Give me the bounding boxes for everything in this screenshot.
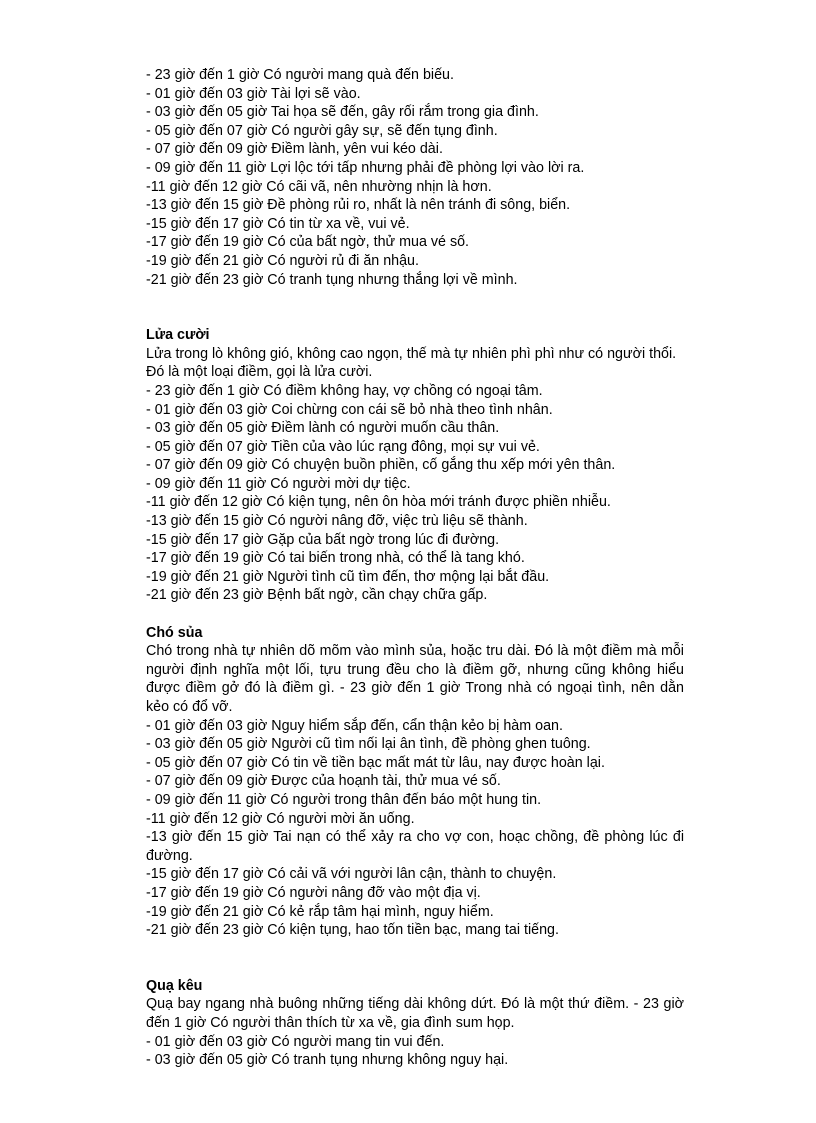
list-item: -15 giờ đến 17 giờ Có tin từ xa về, vui vẻ. [146, 215, 410, 232]
list-item: - 01 giờ đến 03 giờ Coi chừng con cái sẽ bỏ nhà theo tình nhân. [146, 401, 553, 418]
list-item: - 09 giờ đến 11 giờ Có người mời dự tiệc. [146, 475, 411, 492]
section-continued-list [146, 66, 684, 289]
list-item: -13 giờ đến 15 giờ Có người nâng đỡ, việc trù liệu sẽ thành. [146, 513, 528, 530]
section-intro: Lửa trong lò không gió, không cao ngọn, thế mà tự nhiên phì phì như có người thổi. [146, 345, 677, 362]
section-intro: Chó trong nhà tự nhiên dõ mõm vào mình sủa, hoặc tru dài. Đó là một điềm mà mỗi người định nghĩa một lối, tựu trung đều cho là điềm gỡ, nhưng cũng không hiểu được điềm gở đó là điềm gì. - 23 giờ đến 1 giờ Trong nhà có ngoại tình, nên dằn kẻo có đổ vỡ. [146, 643, 684, 715]
document-body [146, 66, 684, 1070]
section-cho-sua [146, 624, 684, 940]
list-item: -15 giờ đến 17 giờ Có cải vã với người lân cận, thành to chuyện. [146, 866, 557, 883]
spacer [146, 605, 684, 624]
list-item: -19 giờ đến 21 giờ Người tình cũ tìm đến, thơ mộng lại bắt đầu. [146, 568, 550, 585]
list-item: - 03 giờ đến 05 giờ Tai họa sẽ đến, gây rối rắm trong gia đình. [146, 104, 539, 121]
section-heading: Quạ kêu [146, 977, 203, 994]
list-item: -19 giờ đến 21 giờ Có kẻ rắp tâm hại mình, nguy hiểm. [146, 903, 494, 920]
list-item: - 07 giờ đến 09 giờ Điềm lành, yên vui kéo dài. [146, 141, 443, 158]
section-heading: Lửa cười [146, 327, 210, 344]
section-intro: Quạ bay ngang nhà buông những tiếng dài không dứt. Đó là một thứ điềm. - 23 giờ đến 1 giờ Có người thân thích từ xa về, gia đình sum họp. [146, 996, 684, 1031]
section-qua-keu [146, 977, 684, 1070]
list-item: -11 giờ đến 12 giờ Có người mời ăn uống. [146, 810, 415, 827]
list-item: -21 giờ đến 23 giờ Có kiện tụng, hao tốn tiền bạc, mang tai tiếng. [146, 922, 559, 939]
list-item: -17 giờ đến 19 giờ Có của bất ngờ, thử mua vé số. [146, 234, 470, 251]
list-item: - 07 giờ đến 09 giờ Có chuyện buồn phiền, cố gắng thu xếp mới yên thân. [146, 457, 616, 474]
section-lua-cuoi [146, 326, 684, 605]
list-item: - 05 giờ đến 07 giờ Có tin về tiền bạc mất mát từ lâu, nay được hoàn lại. [146, 754, 605, 771]
spacer [146, 289, 684, 326]
list-item: - 03 giờ đến 05 giờ Có tranh tụng nhưng không nguy hại. [146, 1052, 509, 1069]
list-item: -11 giờ đến 12 giờ Có kiện tụng, nên ôn hòa mới tránh được phiền nhiễu. [146, 494, 611, 511]
list-item: -17 giờ đến 19 giờ Có người nâng đỡ vào một địa vị. [146, 884, 481, 901]
list-item: - 03 giờ đến 05 giờ Điềm lành có người muốn cầu thân. [146, 420, 500, 437]
list-item: - 07 giờ đến 09 giờ Được của hoạnh tài, thử mua vé số. [146, 773, 501, 790]
list-item: - 09 giờ đến 11 giờ Lợi lộc tới tấp nhưng phải đề phòng lợi vào lời ra. [146, 159, 585, 176]
list-item: -11 giờ đến 12 giờ Có cãi vã, nên nhường nhịn là hơn. [146, 178, 492, 195]
list-item: -13 giờ đến 15 giờ Tai nạn có thể xảy ra cho vợ con, hoạc chồng, đề phòng lúc đi đường. [146, 829, 684, 864]
list-item: - 03 giờ đến 05 giờ Người cũ tìm nối lại ân tình, đề phòng ghen tuông. [146, 736, 591, 753]
list-item: -13 giờ đến 15 giờ Đề phòng rủi ro, nhất là nên tránh đi sông, biển. [146, 197, 571, 214]
section-intro: Đó là một loại điềm, gọi là lửa cười. [146, 364, 373, 381]
section-heading: Chó sủa [146, 624, 203, 641]
list-item: -21 giờ đến 23 giờ Có tranh tụng nhưng thắng lợi về mình. [146, 271, 518, 288]
list-item: - 09 giờ đến 11 giờ Có người trong thân đến báo một hung tin. [146, 791, 542, 808]
list-item: - 05 giờ đến 07 giờ Tiền của vào lúc rạng đông, mọi sự vui vẻ. [146, 438, 540, 455]
list-item: - 23 giờ đến 1 giờ Có điềm không hay, vợ chồng có ngoại tâm. [146, 382, 543, 399]
list-item: -15 giờ đến 17 giờ Gặp của bất ngờ trong lúc đi đường. [146, 531, 500, 548]
list-item: - 05 giờ đến 07 giờ Có người gây sự, sẽ đến tụng đình. [146, 122, 498, 139]
list-item: -19 giờ đến 21 giờ Có người rủ đi ăn nhậu. [146, 252, 419, 269]
spacer [146, 940, 684, 977]
list-item: - 01 giờ đến 03 giờ Nguy hiểm sắp đến, cẩn thận kẻo bị hàm oan. [146, 717, 563, 734]
list-item: - 01 giờ đến 03 giờ Tài lợi sẽ vào. [146, 85, 361, 102]
list-item: -21 giờ đến 23 giờ Bệnh bất ngờ, cần chạy chữa gấp. [146, 587, 488, 604]
list-item: - 23 giờ đến 1 giờ Có người mang quà đến biếu. [146, 67, 454, 83]
list-item: - 01 giờ đến 03 giờ Có người mang tin vui đến. [146, 1033, 445, 1050]
list-item: -17 giờ đến 19 giờ Có tai biến trong nhà, có thể là tang khó. [146, 550, 525, 567]
